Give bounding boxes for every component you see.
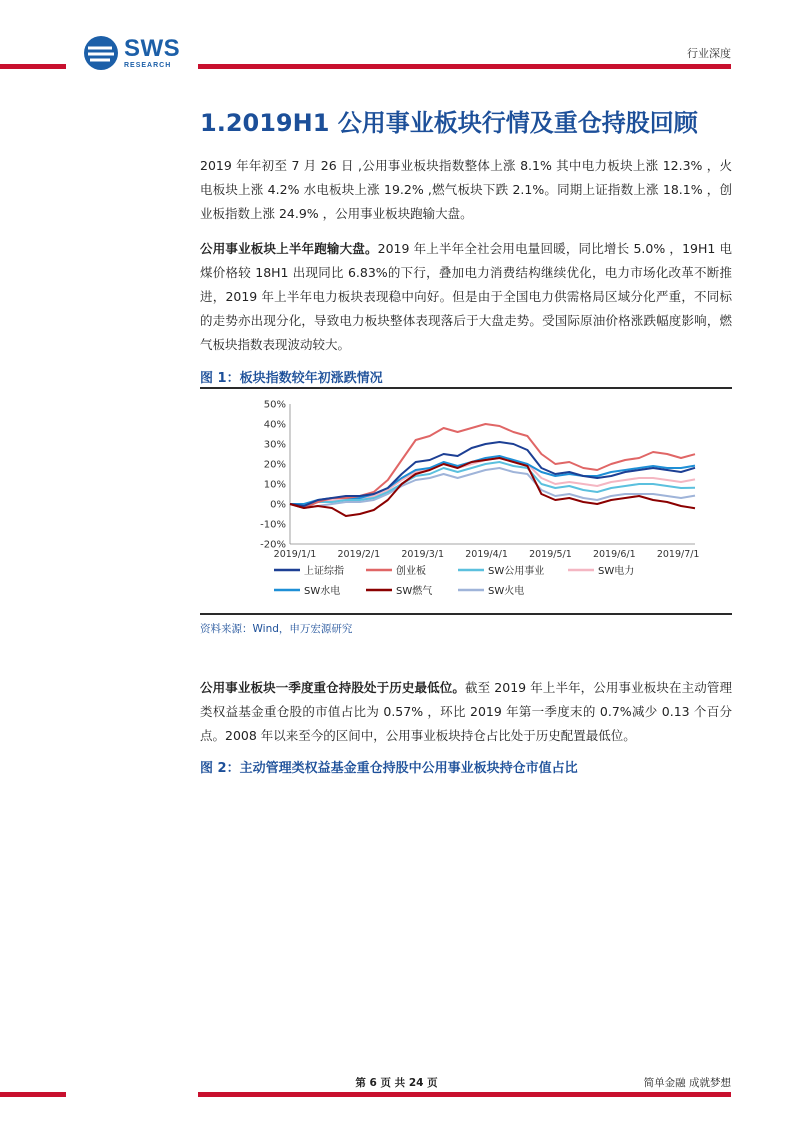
- legend-label: SW水电: [304, 586, 341, 597]
- figure-1-chart: [200, 392, 732, 610]
- logo: [82, 34, 180, 72]
- y-tick-label: 50%: [263, 399, 286, 411]
- legend-label: SW火电: [488, 586, 525, 597]
- series-line-6: [290, 458, 695, 516]
- sws-logo-icon: [82, 34, 120, 72]
- x-tick-label: 2019/3/1: [401, 549, 445, 560]
- page-suffix: 页: [423, 1077, 438, 1089]
- x-tick-label: 2019/7/1: [656, 549, 700, 560]
- y-tick-label: 10%: [263, 479, 286, 491]
- paragraph-3-body: 截至 2019 年上半年，公用事业板块在主动管理类权益基金重仓股的市值占比为 0.57% ，环比 2019 年第一季度末的 0.7%减少 0.13 个百分点。2008 年以来至今的区间中，公用事业板块持仓占比处于历史配置最低位。: [200, 680, 732, 743]
- page-total: 24: [408, 1077, 424, 1089]
- x-tick-label: 2019/6/1: [592, 549, 636, 560]
- y-tick-label: 0%: [270, 499, 286, 511]
- paragraph-2-lead: 公用事业板块上半年跑输大盘。: [200, 241, 378, 256]
- y-tick-label: 40%: [263, 419, 286, 431]
- paragraph-2: [200, 237, 732, 357]
- x-tick-label: 2019/5/1: [529, 549, 572, 560]
- paragraph-3: [200, 676, 732, 748]
- legend-label: SW电力: [598, 566, 635, 577]
- y-tick-label: -10%: [260, 519, 286, 531]
- legend-label: SW公用事业: [488, 566, 545, 577]
- section-title: 1.2019H1 公用事业板块行情及重仓持股回顾: [200, 109, 698, 137]
- legend-label: SW燃气: [396, 586, 433, 597]
- y-tick-label: -20%: [260, 539, 286, 551]
- logo-text: SWS: [124, 35, 181, 62]
- y-tick-label: 30%: [263, 439, 286, 451]
- figure-1-title: 图 1：板块指数较年初涨跌情况: [200, 371, 383, 386]
- page-mid: 页 共: [376, 1077, 409, 1089]
- data-source: 资料来源：Wind，申万宏源研究: [200, 623, 353, 635]
- page-current: 6: [369, 1077, 377, 1089]
- legend-label: 创业板: [396, 566, 426, 577]
- paragraph-1: 2019 年年初至 7 月 26 日 ,公用事业板块指数整体上涨 8.1% 其中电力板块上涨 12.3% ，火电板块上涨 4.2% 水电板块上涨 19.2% ,燃气板块下跌 2.1%。同期上证指数上涨 18.1% ，创业板指数上涨 24.9% ，公用事业板块跑输大盘。: [200, 158, 732, 221]
- footer-rule-left: [0, 1092, 66, 1097]
- header-rule-left: [0, 64, 66, 69]
- footer-rule-right: [198, 1092, 731, 1097]
- paragraph-3-lead: 公用事业板块一季度重仓持股处于历史最低位。: [200, 680, 465, 695]
- legend-label: 上证综指: [304, 566, 344, 577]
- figure-2-title: 图 2：主动管理类权益基金重仓持股中公用事业板块持仓市值占比: [200, 761, 578, 776]
- paragraph-2-body: 2019 年上半年全社会用电量回暖，同比增长 5.0% ，19H1 电煤价格较 18H1 出现同比 6.83%的下行，叠加电力消费结构继续优化，电力市场化改革不断推进，2019 年上半年电力板块表现稳中向好。但是由于全国电力供需格局区域分化严重，不同标的走势亦出现分化，导致电力板块整体表现落后于大盘走势。受国际原油价格涨跌幅度影响，燃气板块指数表现波动较大。: [200, 241, 732, 352]
- series-line-7: [290, 468, 695, 508]
- y-tick-label: 20%: [263, 459, 286, 471]
- page-prefix: 第: [355, 1077, 370, 1089]
- x-tick-label: 2019/1/1: [273, 549, 317, 560]
- figure-1-top-rule: [200, 387, 732, 389]
- x-tick-label: 2019/2/1: [337, 549, 381, 560]
- footer-slogan: 简单金融 成就梦想: [643, 1077, 731, 1089]
- figure-1-bottom-rule: [200, 613, 732, 615]
- report-type-tag: 行业深度: [687, 47, 731, 60]
- logo-subtext: RESEARCH: [124, 62, 172, 69]
- x-tick-label: 2019/4/1: [465, 549, 508, 560]
- header-rule-right: [198, 64, 731, 69]
